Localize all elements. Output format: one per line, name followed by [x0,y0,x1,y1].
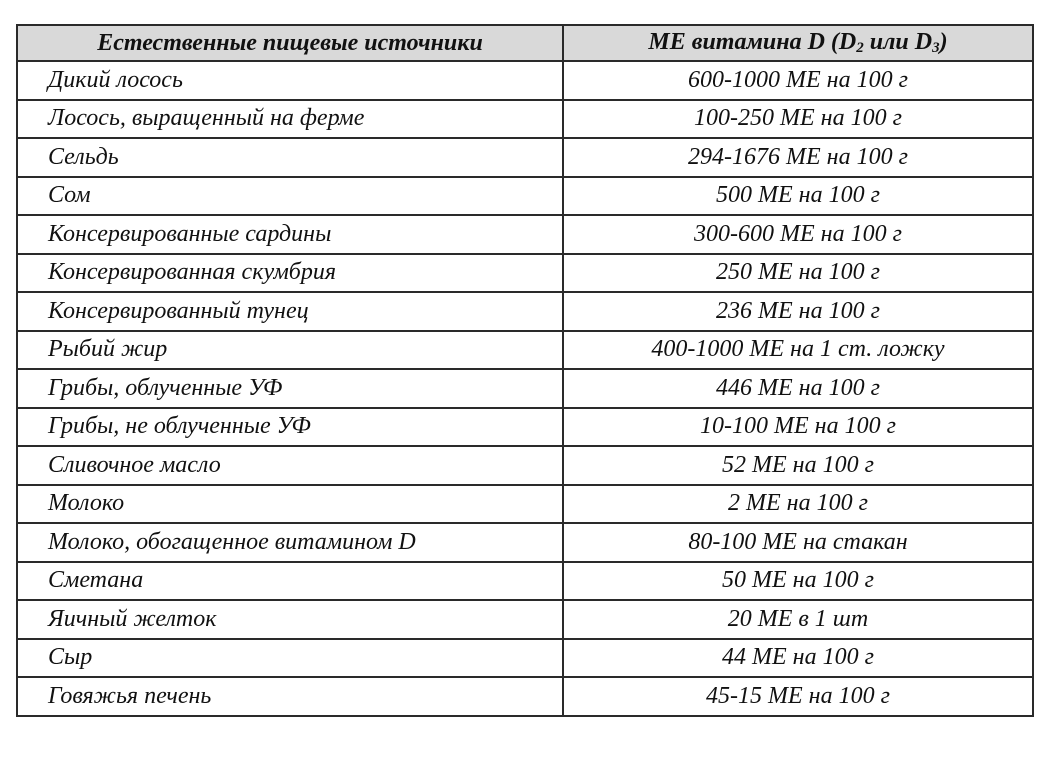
table-row [17,639,1033,678]
value-cell: 236 МЕ на 100 г [563,292,1033,331]
source-cell: Молоко [17,485,563,524]
source-cell: Дикий лосось [17,61,563,100]
source-cell: Говяжья печень [17,677,563,716]
table-row [17,292,1033,331]
header-value-text-2: или D [863,29,933,55]
source-cell: Яичный желток [17,600,563,639]
value-cell: 294-1676 МЕ на 100 г [563,138,1033,177]
header-value [563,25,1033,61]
source-cell: Консервированная скумбрия [17,254,563,293]
table-row [17,600,1033,639]
table-row [17,485,1033,524]
table-row [17,100,1033,139]
source-cell: Сливочное масло [17,446,563,485]
table-row [17,523,1033,562]
table-row [17,677,1033,716]
header-value-text: МЕ витамина D (D [648,29,857,55]
source-cell: Рыбий жир [17,331,563,370]
value-cell: 500 МЕ на 100 г [563,177,1033,216]
source-cell: Лосось, выращенный на ферме [17,100,563,139]
table-header-row [17,25,1033,61]
value-cell: 44 МЕ на 100 г [563,639,1033,678]
header-sub-2: 2 [856,40,864,56]
table-row [17,215,1033,254]
vitamin-d-sources-table [16,24,1034,717]
table-row [17,61,1033,100]
value-cell: 20 МЕ в 1 шт [563,600,1033,639]
value-cell: 45-15 МЕ на 100 г [563,677,1033,716]
header-source: Естественные пищевые источники [17,25,563,61]
source-cell: Сельдь [17,138,563,177]
value-cell: 2 МЕ на 100 г [563,485,1033,524]
value-cell: 52 МЕ на 100 г [563,446,1033,485]
table-row [17,177,1033,216]
table-row [17,562,1033,601]
table-row [17,254,1033,293]
header-sub-3: 3 [932,40,940,56]
value-cell: 600-1000 МЕ на 100 г [563,61,1033,100]
table-row [17,331,1033,370]
value-cell: 400-1000 МЕ на 1 ст. ложку [563,331,1033,370]
value-cell: 446 МЕ на 100 г [563,369,1033,408]
value-cell: 50 МЕ на 100 г [563,562,1033,601]
value-cell: 10-100 МЕ на 100 г [563,408,1033,447]
source-cell: Консервированные сардины [17,215,563,254]
source-cell: Сом [17,177,563,216]
source-cell: Консервированный тунец [17,292,563,331]
table-row [17,138,1033,177]
source-cell: Грибы, не облученные УФ [17,408,563,447]
source-cell: Грибы, облученные УФ [17,369,563,408]
source-cell: Сыр [17,639,563,678]
table-row [17,446,1033,485]
value-cell: 250 МЕ на 100 г [563,254,1033,293]
source-cell: Молоко, обогащенное витамином D [17,523,563,562]
value-cell: 300-600 МЕ на 100 г [563,215,1033,254]
source-cell: Сметана [17,562,563,601]
header-value-text-3: ) [939,29,948,55]
value-cell: 80-100 МЕ на стакан [563,523,1033,562]
value-cell: 100-250 МЕ на 100 г [563,100,1033,139]
table-row [17,369,1033,408]
table-row [17,408,1033,447]
